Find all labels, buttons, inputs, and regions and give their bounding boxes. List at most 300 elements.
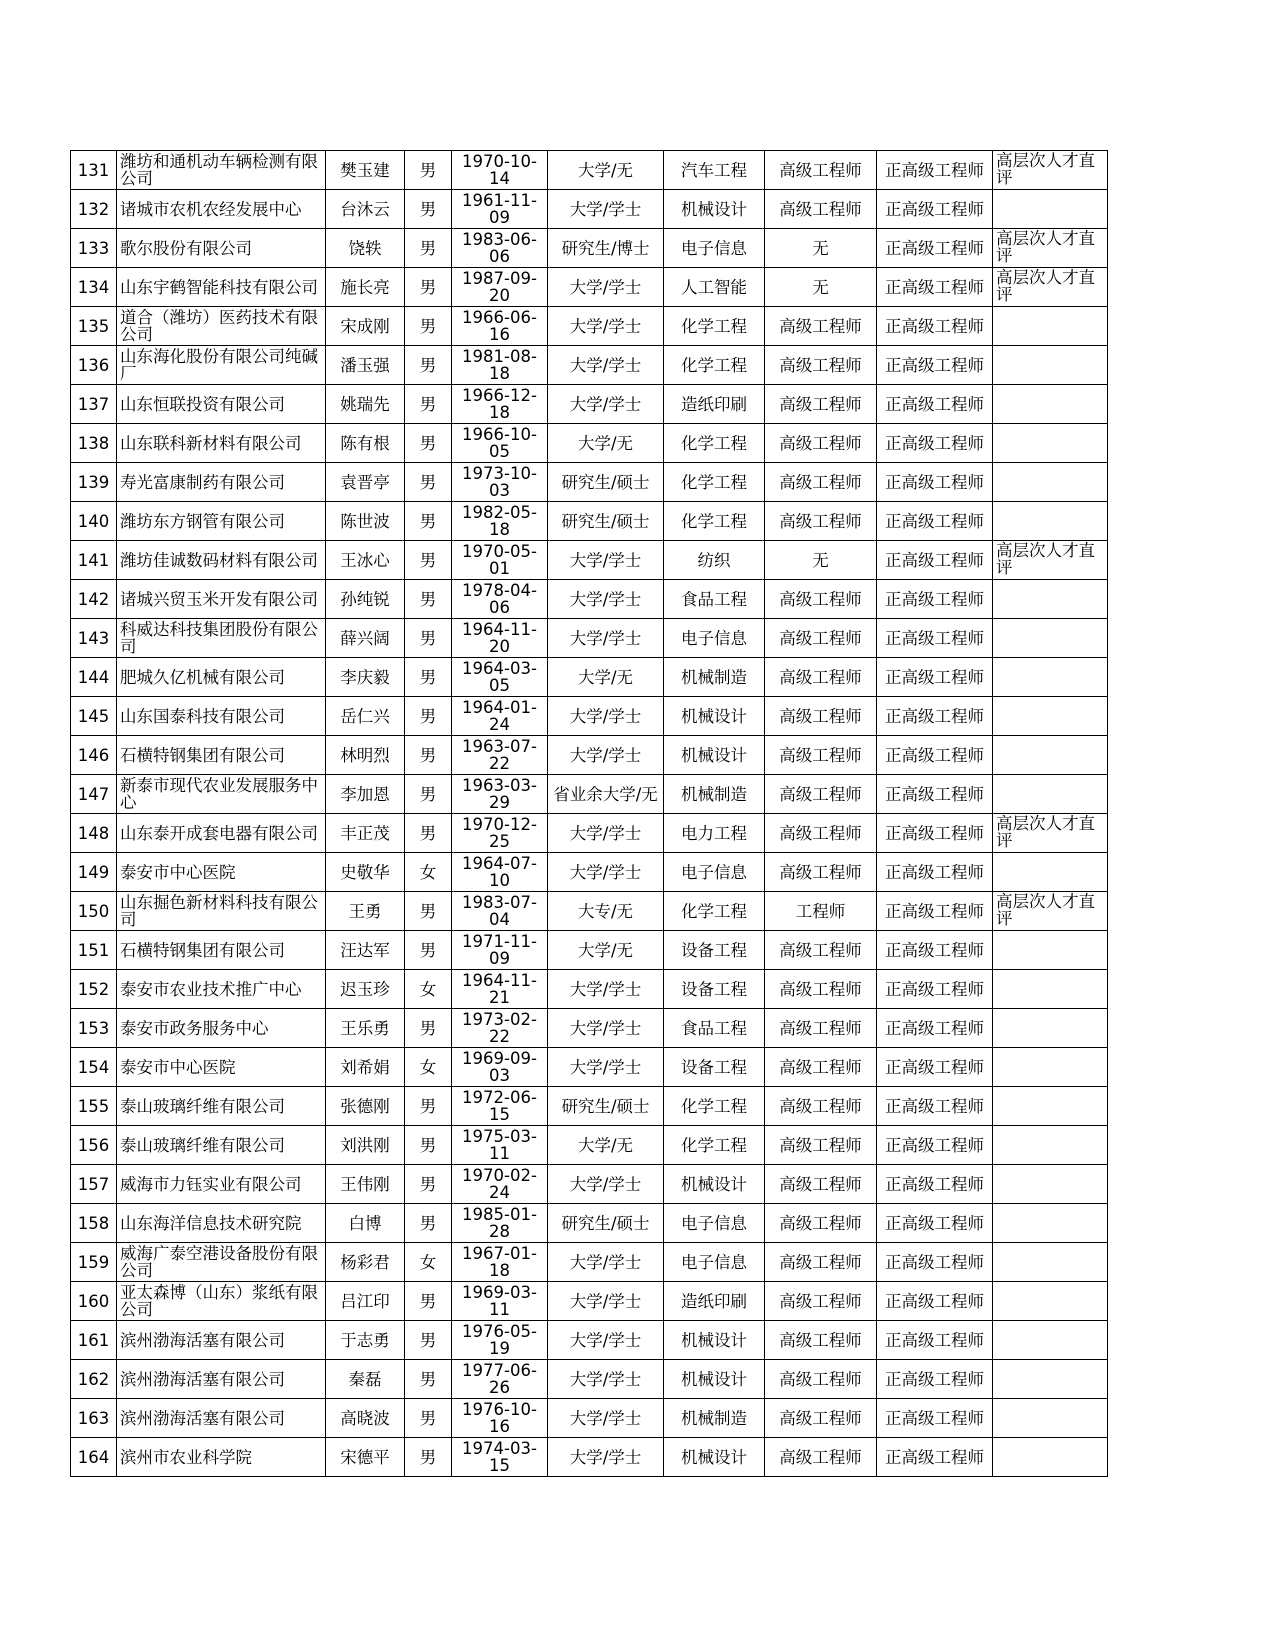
major-field-cell bbox=[664, 1321, 765, 1360]
major-field-text: 机械制造 bbox=[681, 667, 747, 687]
birth-date-cell bbox=[452, 658, 548, 697]
applied-title-text: 正高级工程师 bbox=[885, 706, 984, 726]
person-name-cell bbox=[326, 1165, 405, 1204]
work-unit-text: 泰安市中心医院 bbox=[120, 862, 236, 882]
row-number-text: 151 bbox=[77, 940, 110, 960]
table-row bbox=[71, 1438, 1108, 1477]
row-number-text: 161 bbox=[77, 1330, 110, 1350]
education-text: 大学/学士 bbox=[569, 706, 642, 726]
work-unit-text: 山东海化股份有限公司纯碱厂 bbox=[120, 347, 318, 383]
person-name-text: 台沐云 bbox=[340, 199, 390, 219]
current-title-text: 工程师 bbox=[795, 901, 846, 921]
work-unit-cell bbox=[117, 658, 326, 697]
birth-date-text: 1983-07-04 bbox=[462, 893, 537, 929]
work-unit-cell bbox=[117, 502, 326, 541]
row-number-cell bbox=[71, 307, 117, 346]
work-unit-cell bbox=[117, 580, 326, 619]
applied-title-cell bbox=[877, 229, 993, 268]
current-title-cell bbox=[765, 151, 877, 190]
major-field-text: 食品工程 bbox=[681, 589, 747, 609]
education-cell bbox=[548, 502, 664, 541]
remark-cell bbox=[993, 346, 1108, 385]
birth-date-cell bbox=[452, 190, 548, 229]
remark-cell bbox=[993, 1438, 1108, 1477]
person-name-cell bbox=[326, 1243, 405, 1282]
applied-title-cell bbox=[877, 853, 993, 892]
education-cell bbox=[548, 1360, 664, 1399]
row-number-cell bbox=[71, 580, 117, 619]
person-name-cell bbox=[326, 268, 405, 307]
current-title-cell bbox=[765, 1399, 877, 1438]
current-title-cell bbox=[765, 541, 877, 580]
education-cell bbox=[548, 1321, 664, 1360]
row-number-text: 146 bbox=[77, 745, 110, 765]
applied-title-text: 正高级工程师 bbox=[885, 277, 984, 297]
current-title-cell bbox=[765, 1165, 877, 1204]
current-title-cell bbox=[765, 1243, 877, 1282]
education-cell bbox=[548, 268, 664, 307]
major-field-cell bbox=[664, 424, 765, 463]
remark-cell bbox=[993, 853, 1108, 892]
work-unit-cell bbox=[117, 736, 326, 775]
row-number-text: 155 bbox=[77, 1096, 110, 1116]
gender-text: 女 bbox=[419, 979, 437, 999]
birth-date-text: 1969-03-11 bbox=[462, 1283, 537, 1319]
current-title-cell bbox=[765, 1282, 877, 1321]
current-title-cell bbox=[765, 658, 877, 697]
applied-title-cell bbox=[877, 424, 993, 463]
person-name-text: 于志勇 bbox=[340, 1330, 390, 1350]
gender-text: 男 bbox=[419, 394, 437, 414]
major-field-cell bbox=[664, 1282, 765, 1321]
person-name-text: 林明烈 bbox=[340, 745, 390, 765]
applied-title-text: 正高级工程师 bbox=[885, 979, 984, 999]
gender-cell bbox=[405, 541, 452, 580]
education-cell bbox=[548, 1438, 664, 1477]
person-name-cell bbox=[326, 1009, 405, 1048]
birth-date-cell bbox=[452, 307, 548, 346]
applied-title-text: 正高级工程师 bbox=[885, 940, 984, 960]
work-unit-text: 泰山玻璃纤维有限公司 bbox=[120, 1135, 285, 1155]
applied-title-text: 正高级工程师 bbox=[885, 745, 984, 765]
birth-date-text: 1966-06-16 bbox=[462, 308, 537, 344]
work-unit-text: 山东泰开成套电器有限公司 bbox=[120, 823, 318, 843]
birth-date-text: 1974-03-15 bbox=[462, 1439, 537, 1475]
education-cell bbox=[548, 541, 664, 580]
gender-cell bbox=[405, 736, 452, 775]
person-name-cell bbox=[326, 1321, 405, 1360]
applied-title-cell bbox=[877, 814, 993, 853]
remark-cell bbox=[993, 268, 1108, 307]
table-row bbox=[71, 1009, 1108, 1048]
birth-date-text: 1982-05-18 bbox=[462, 503, 537, 539]
current-title-text: 高级工程师 bbox=[779, 1447, 862, 1467]
major-field-text: 化学工程 bbox=[681, 1135, 747, 1155]
person-name-cell bbox=[326, 541, 405, 580]
birth-date-cell bbox=[452, 1165, 548, 1204]
current-title-text: 高级工程师 bbox=[779, 1135, 862, 1155]
work-unit-cell bbox=[117, 1126, 326, 1165]
table-row bbox=[71, 1399, 1108, 1438]
applied-title-text: 正高级工程师 bbox=[885, 1252, 984, 1272]
person-name-cell bbox=[326, 1204, 405, 1243]
applied-title-text: 正高级工程师 bbox=[885, 511, 984, 531]
table-row bbox=[71, 1321, 1108, 1360]
person-name-cell bbox=[326, 229, 405, 268]
person-name-text: 丰正茂 bbox=[340, 823, 390, 843]
person-name-text: 王伟刚 bbox=[340, 1174, 390, 1194]
birth-date-cell bbox=[452, 697, 548, 736]
work-unit-text: 滨州市农业科学院 bbox=[120, 1447, 252, 1467]
applied-title-cell bbox=[877, 619, 993, 658]
remark-cell bbox=[993, 658, 1108, 697]
current-title-cell bbox=[765, 970, 877, 1009]
major-field-cell bbox=[664, 1087, 765, 1126]
remark-cell bbox=[993, 1243, 1108, 1282]
gender-text: 男 bbox=[419, 238, 437, 258]
person-name-cell bbox=[326, 619, 405, 658]
row-number-text: 141 bbox=[77, 550, 110, 570]
birth-date-text: 1964-07-10 bbox=[462, 854, 537, 890]
work-unit-cell bbox=[117, 385, 326, 424]
applied-title-cell bbox=[877, 502, 993, 541]
gender-text: 男 bbox=[419, 745, 437, 765]
applied-title-text: 正高级工程师 bbox=[885, 394, 984, 414]
current-title-text: 高级工程师 bbox=[779, 511, 862, 531]
work-unit-text: 石横特钢集团有限公司 bbox=[120, 745, 285, 765]
row-number-text: 158 bbox=[77, 1213, 110, 1233]
birth-date-text: 1967-01-18 bbox=[462, 1244, 537, 1280]
education-text: 大学/学士 bbox=[569, 628, 642, 648]
gender-text: 男 bbox=[419, 1447, 437, 1467]
table-row bbox=[71, 736, 1108, 775]
row-number-cell bbox=[71, 658, 117, 697]
applied-title-text: 正高级工程师 bbox=[885, 316, 984, 336]
applied-title-cell bbox=[877, 1126, 993, 1165]
applied-title-text: 正高级工程师 bbox=[885, 1447, 984, 1467]
major-field-cell bbox=[664, 1399, 765, 1438]
row-number-text: 162 bbox=[77, 1369, 110, 1389]
birth-date-text: 1985-01-28 bbox=[462, 1205, 537, 1241]
birth-date-text: 1963-03-29 bbox=[462, 776, 537, 812]
education-cell bbox=[548, 1243, 664, 1282]
gender-cell bbox=[405, 658, 452, 697]
current-title-cell bbox=[765, 1360, 877, 1399]
major-field-text: 汽车工程 bbox=[681, 160, 747, 180]
current-title-text: 无 bbox=[812, 238, 829, 258]
education-text: 大学/学士 bbox=[569, 1174, 642, 1194]
education-text: 大学/学士 bbox=[569, 394, 642, 414]
current-title-text: 高级工程师 bbox=[779, 1174, 862, 1194]
birth-date-cell bbox=[452, 229, 548, 268]
education-text: 研究生/硕士 bbox=[561, 472, 650, 492]
person-name-cell bbox=[326, 1126, 405, 1165]
person-name-text: 李庆毅 bbox=[340, 667, 390, 687]
birth-date-cell bbox=[452, 151, 548, 190]
work-unit-text: 山东联科新材料有限公司 bbox=[120, 433, 302, 453]
row-number-cell bbox=[71, 970, 117, 1009]
major-field-text: 造纸印刷 bbox=[681, 394, 747, 414]
row-number-cell bbox=[71, 1165, 117, 1204]
education-text: 大学/学士 bbox=[569, 1447, 642, 1467]
education-text: 大学/学士 bbox=[569, 316, 642, 336]
gender-text: 男 bbox=[419, 1330, 437, 1350]
person-name-text: 孙纯锐 bbox=[340, 589, 390, 609]
applied-title-text: 正高级工程师 bbox=[885, 1096, 984, 1116]
row-number-cell bbox=[71, 424, 117, 463]
work-unit-text: 山东宇鹤智能科技有限公司 bbox=[120, 277, 318, 297]
birth-date-text: 1973-02-22 bbox=[462, 1010, 537, 1046]
gender-text: 男 bbox=[419, 589, 437, 609]
table-row bbox=[71, 814, 1108, 853]
remark-cell bbox=[993, 1126, 1108, 1165]
major-field-cell bbox=[664, 931, 765, 970]
work-unit-cell bbox=[117, 1282, 326, 1321]
person-name-text: 姚瑞先 bbox=[340, 394, 390, 414]
birth-date-cell bbox=[452, 814, 548, 853]
remark-cell bbox=[993, 697, 1108, 736]
work-unit-text: 山东掘色新材料科技有限公司 bbox=[120, 893, 318, 929]
work-unit-text: 滨州渤海活塞有限公司 bbox=[120, 1330, 285, 1350]
row-number-cell bbox=[71, 1282, 117, 1321]
education-cell bbox=[548, 970, 664, 1009]
applied-title-text: 正高级工程师 bbox=[885, 355, 984, 375]
applied-title-text: 正高级工程师 bbox=[885, 628, 984, 648]
work-unit-cell bbox=[117, 268, 326, 307]
person-name-cell bbox=[326, 697, 405, 736]
row-number-cell bbox=[71, 1087, 117, 1126]
applied-title-cell bbox=[877, 892, 993, 931]
gender-text: 男 bbox=[419, 1096, 437, 1116]
education-cell bbox=[548, 1048, 664, 1087]
person-name-text: 樊玉建 bbox=[340, 160, 390, 180]
education-cell bbox=[548, 229, 664, 268]
major-field-cell bbox=[664, 658, 765, 697]
current-title-cell bbox=[765, 307, 877, 346]
current-title-text: 高级工程师 bbox=[779, 940, 862, 960]
gender-cell bbox=[405, 775, 452, 814]
row-number-cell bbox=[71, 190, 117, 229]
row-number-cell bbox=[71, 1048, 117, 1087]
person-name-text: 张德刚 bbox=[340, 1096, 390, 1116]
work-unit-cell bbox=[117, 1204, 326, 1243]
row-number-text: 145 bbox=[77, 706, 110, 726]
education-text: 大学/学士 bbox=[569, 550, 642, 570]
birth-date-cell bbox=[452, 1087, 548, 1126]
major-field-cell bbox=[664, 1165, 765, 1204]
major-field-text: 机械设计 bbox=[681, 1447, 747, 1467]
birth-date-cell bbox=[452, 346, 548, 385]
gender-text: 男 bbox=[419, 1213, 437, 1233]
work-unit-text: 泰安市政务服务中心 bbox=[120, 1018, 269, 1038]
gender-cell bbox=[405, 1321, 452, 1360]
table-row bbox=[71, 463, 1108, 502]
work-unit-cell bbox=[117, 346, 326, 385]
major-field-text: 化学工程 bbox=[681, 901, 747, 921]
gender-text: 男 bbox=[419, 628, 437, 648]
gender-cell bbox=[405, 853, 452, 892]
education-text: 大学/学士 bbox=[569, 355, 642, 375]
applied-title-cell bbox=[877, 307, 993, 346]
applied-title-cell bbox=[877, 1282, 993, 1321]
person-name-text: 刘洪刚 bbox=[340, 1135, 390, 1155]
education-text: 大学/无 bbox=[577, 433, 634, 453]
major-field-text: 电子信息 bbox=[681, 628, 747, 648]
person-name-text: 陈世波 bbox=[340, 511, 390, 531]
gender-cell bbox=[405, 931, 452, 970]
birth-date-text: 1973-10-03 bbox=[462, 464, 537, 500]
gender-cell bbox=[405, 1360, 452, 1399]
current-title-text: 高级工程师 bbox=[779, 589, 862, 609]
major-field-text: 化学工程 bbox=[681, 472, 747, 492]
education-cell bbox=[548, 190, 664, 229]
major-field-cell bbox=[664, 385, 765, 424]
major-field-cell bbox=[664, 307, 765, 346]
current-title-cell bbox=[765, 1126, 877, 1165]
work-unit-cell bbox=[117, 931, 326, 970]
work-unit-cell bbox=[117, 697, 326, 736]
row-number-text: 138 bbox=[77, 433, 110, 453]
major-field-text: 机械设计 bbox=[681, 199, 747, 219]
work-unit-cell bbox=[117, 541, 326, 580]
work-unit-text: 道合（潍坊）医药技术有限公司 bbox=[120, 308, 318, 344]
applied-title-cell bbox=[877, 1204, 993, 1243]
applied-title-cell bbox=[877, 151, 993, 190]
remark-cell bbox=[993, 1204, 1108, 1243]
birth-date-cell bbox=[452, 463, 548, 502]
gender-cell bbox=[405, 346, 452, 385]
current-title-cell bbox=[765, 697, 877, 736]
education-text: 大学/学士 bbox=[569, 277, 642, 297]
person-name-text: 王冰心 bbox=[340, 550, 390, 570]
row-number-text: 156 bbox=[77, 1135, 110, 1155]
work-unit-cell bbox=[117, 190, 326, 229]
row-number-cell bbox=[71, 1438, 117, 1477]
table-row bbox=[71, 658, 1108, 697]
birth-date-text: 1970-05-01 bbox=[462, 542, 537, 578]
gender-text: 男 bbox=[419, 160, 437, 180]
gender-cell bbox=[405, 1282, 452, 1321]
work-unit-text: 山东恒联投资有限公司 bbox=[120, 394, 285, 414]
remark-text: 高层次人才直评 bbox=[996, 268, 1095, 304]
education-cell bbox=[548, 1126, 664, 1165]
gender-text: 女 bbox=[419, 1252, 437, 1272]
remark-text: 高层次人才直评 bbox=[996, 814, 1095, 850]
gender-text: 男 bbox=[419, 667, 437, 687]
gender-text: 男 bbox=[419, 1291, 437, 1311]
work-unit-cell bbox=[117, 1165, 326, 1204]
work-unit-cell bbox=[117, 619, 326, 658]
person-name-text: 陈有根 bbox=[340, 433, 390, 453]
current-title-text: 高级工程师 bbox=[779, 784, 862, 804]
gender-cell bbox=[405, 580, 452, 619]
row-number-cell bbox=[71, 502, 117, 541]
birth-date-text: 1961-11-09 bbox=[462, 191, 537, 227]
birth-date-cell bbox=[452, 424, 548, 463]
applied-title-text: 正高级工程师 bbox=[885, 1135, 984, 1155]
current-title-text: 高级工程师 bbox=[779, 1213, 862, 1233]
current-title-text: 高级工程师 bbox=[779, 1408, 862, 1428]
education-text: 大学/学士 bbox=[569, 1291, 642, 1311]
remark-cell bbox=[993, 1048, 1108, 1087]
remark-text: 高层次人才直评 bbox=[996, 229, 1095, 265]
education-text: 大学/学士 bbox=[569, 1252, 642, 1272]
work-unit-text: 诸城兴贸玉米开发有限公司 bbox=[120, 589, 318, 609]
birth-date-cell bbox=[452, 385, 548, 424]
major-field-cell bbox=[664, 229, 765, 268]
row-number-cell bbox=[71, 1321, 117, 1360]
major-field-text: 机械设计 bbox=[681, 1369, 747, 1389]
person-name-text: 汪达军 bbox=[340, 940, 390, 960]
major-field-cell bbox=[664, 1126, 765, 1165]
table-row bbox=[71, 229, 1108, 268]
applied-title-text: 正高级工程师 bbox=[885, 589, 984, 609]
current-title-text: 高级工程师 bbox=[779, 823, 862, 843]
current-title-text: 高级工程师 bbox=[779, 1252, 862, 1272]
row-number-cell bbox=[71, 1204, 117, 1243]
birth-date-cell bbox=[452, 268, 548, 307]
work-unit-text: 威海市力钰实业有限公司 bbox=[120, 1174, 302, 1194]
applied-title-text: 正高级工程师 bbox=[885, 160, 984, 180]
remark-cell bbox=[993, 1321, 1108, 1360]
education-cell bbox=[548, 307, 664, 346]
major-field-text: 机械设计 bbox=[681, 745, 747, 765]
current-title-text: 无 bbox=[812, 277, 829, 297]
row-number-text: 163 bbox=[77, 1408, 110, 1428]
current-title-text: 高级工程师 bbox=[779, 628, 862, 648]
birth-date-cell bbox=[452, 580, 548, 619]
current-title-cell bbox=[765, 853, 877, 892]
gender-cell bbox=[405, 1087, 452, 1126]
remark-cell bbox=[993, 892, 1108, 931]
applied-title-text: 正高级工程师 bbox=[885, 472, 984, 492]
current-title-cell bbox=[765, 346, 877, 385]
gender-cell bbox=[405, 697, 452, 736]
row-number-cell bbox=[71, 385, 117, 424]
remark-cell bbox=[993, 1165, 1108, 1204]
birth-date-cell bbox=[452, 1126, 548, 1165]
birth-date-cell bbox=[452, 736, 548, 775]
person-name-cell bbox=[326, 1399, 405, 1438]
table-row bbox=[71, 424, 1108, 463]
current-title-text: 高级工程师 bbox=[779, 199, 862, 219]
row-number-cell bbox=[71, 1009, 117, 1048]
applied-title-text: 正高级工程师 bbox=[885, 667, 984, 687]
table-row bbox=[71, 580, 1108, 619]
major-field-cell bbox=[664, 580, 765, 619]
row-number-cell bbox=[71, 619, 117, 658]
row-number-text: 136 bbox=[77, 355, 110, 375]
table-row bbox=[71, 385, 1108, 424]
major-field-cell bbox=[664, 151, 765, 190]
work-unit-text: 威海广泰空港设备股份有限公司 bbox=[120, 1244, 318, 1280]
person-name-cell bbox=[326, 931, 405, 970]
applied-title-cell bbox=[877, 268, 993, 307]
birth-date-text: 1981-08-18 bbox=[462, 347, 537, 383]
person-name-cell bbox=[326, 190, 405, 229]
current-title-text: 高级工程师 bbox=[779, 394, 862, 414]
work-unit-cell bbox=[117, 151, 326, 190]
gender-cell bbox=[405, 424, 452, 463]
education-cell bbox=[548, 424, 664, 463]
current-title-cell bbox=[765, 229, 877, 268]
row-number-cell bbox=[71, 268, 117, 307]
table-row bbox=[71, 1282, 1108, 1321]
applied-title-text: 正高级工程师 bbox=[885, 784, 984, 804]
current-title-text: 高级工程师 bbox=[779, 472, 862, 492]
applied-title-cell bbox=[877, 775, 993, 814]
table-row bbox=[71, 931, 1108, 970]
